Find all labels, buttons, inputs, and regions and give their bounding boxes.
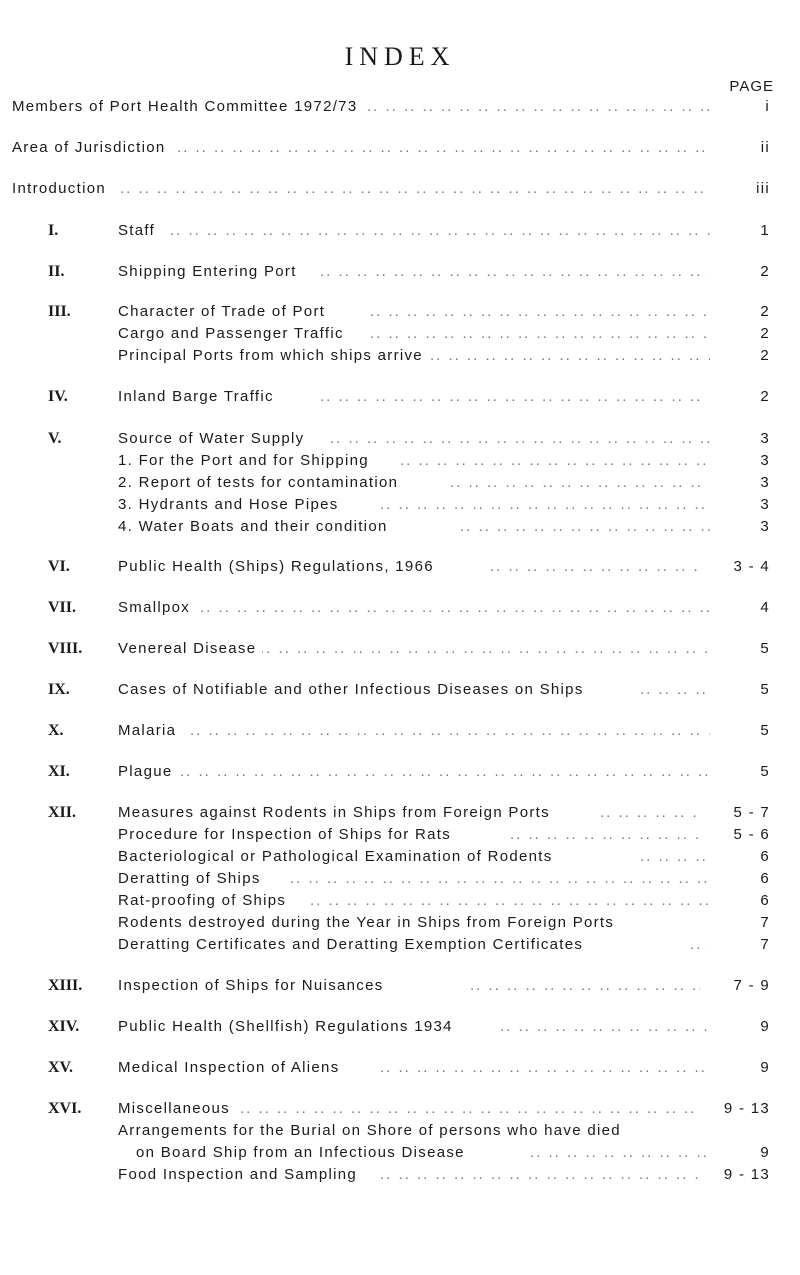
- entry-page: 7 - 9: [700, 977, 770, 994]
- index-entry: [0, 474, 800, 496]
- entry-page: 2: [710, 325, 770, 342]
- entry-page: 3: [710, 496, 770, 513]
- entry-page: 3: [710, 452, 770, 469]
- leader-dots: [330, 430, 740, 447]
- entry-label: Cargo and Passenger Traffic: [118, 325, 350, 342]
- entry-label: Public Health (Shellfish) Regulations 1934: [118, 1018, 459, 1035]
- index-entry: [0, 496, 800, 518]
- entry-label: 2. Report of tests for contamination: [118, 474, 404, 491]
- entry-page: 5 - 6: [700, 826, 770, 843]
- entry-page: 3: [710, 518, 770, 535]
- index-entry: [0, 430, 800, 452]
- entry-page: 9: [710, 1018, 770, 1035]
- index-entry: [0, 763, 800, 785]
- section-numeral: XIV.: [48, 1018, 80, 1035]
- leader-dots: [450, 474, 740, 491]
- entry-page: 9: [710, 1144, 770, 1161]
- leader-dots: [430, 347, 740, 364]
- section-numeral: III.: [48, 303, 71, 320]
- index-entry: [0, 452, 800, 474]
- index-entry: [0, 325, 800, 347]
- section-numeral: XIII.: [48, 977, 83, 994]
- entry-label: Inland Barge Traffic: [118, 388, 280, 405]
- entry-label: Bacteriological or Pathological Examination of Rodents: [118, 848, 559, 865]
- leader-dots: [330, 98, 740, 115]
- entry-page: 2: [710, 263, 770, 280]
- section-numeral: IV.: [48, 388, 68, 405]
- entry-page: 3 - 4: [700, 558, 770, 575]
- index-entry: [0, 263, 800, 285]
- entry-label: 1. For the Port and for Shipping: [118, 452, 375, 469]
- entry-page: 7: [710, 936, 770, 953]
- index-entry: [0, 848, 800, 870]
- index-entry: [0, 914, 800, 936]
- entry-label: Members of Port Health Committee 1972/73: [12, 98, 363, 115]
- leader-dots: [170, 222, 740, 239]
- entry-label: Smallpox: [118, 599, 196, 616]
- entry-label: 4. Water Boats and their condition: [118, 518, 394, 535]
- leader-dots: [200, 599, 740, 616]
- index-entry: [0, 222, 800, 244]
- entry-page: iii: [710, 180, 770, 197]
- leader-dots: [320, 388, 740, 405]
- entry-label: Miscellaneous: [118, 1100, 236, 1117]
- index-entry: [0, 826, 800, 848]
- leader-dots: [260, 640, 740, 657]
- entry-label: Procedure for Inspection of Ships for Rats: [118, 826, 457, 843]
- leader-dots: [380, 1059, 740, 1076]
- leader-dots: [290, 870, 740, 887]
- leader-dots: [310, 892, 740, 909]
- entry-label: Staff: [118, 222, 161, 239]
- entry-page: 5: [710, 722, 770, 739]
- index-entry: [0, 1018, 800, 1040]
- entry-label: Introduction: [12, 180, 112, 197]
- index-entry: [0, 1100, 800, 1122]
- entry-page: 6: [710, 848, 770, 865]
- index-entry: [0, 977, 800, 999]
- leader-dots: [180, 763, 740, 780]
- entry-label: Shipping Entering Port: [118, 263, 303, 280]
- index-entry: [0, 1144, 800, 1166]
- index-entry: [0, 388, 800, 410]
- index-entry: [0, 139, 800, 161]
- leader-dots: [380, 496, 740, 513]
- entry-page: 3: [710, 474, 770, 491]
- section-numeral: V.: [48, 430, 62, 447]
- entry-page: 5: [710, 640, 770, 657]
- entry-page: 2: [710, 388, 770, 405]
- index-entry: [0, 804, 800, 826]
- index-entry: [0, 303, 800, 325]
- leader-dots: [370, 303, 740, 320]
- entry-label: Venereal Disease: [118, 640, 262, 657]
- index-entry: [0, 681, 800, 703]
- page-title: INDEX: [344, 42, 456, 71]
- entry-label: Plague: [118, 763, 179, 780]
- index-entry: [0, 180, 800, 202]
- entry-label: Inspection of Ships for Nuisances: [118, 977, 390, 994]
- entry-label: Measures against Rodents in Ships from Foreign Ports: [118, 804, 556, 821]
- entry-page: 4: [710, 599, 770, 616]
- index-entry: [0, 870, 800, 892]
- section-numeral: X.: [48, 722, 64, 739]
- section-numeral: XV.: [48, 1059, 74, 1076]
- leader-dots: [190, 722, 740, 739]
- entry-label: Arrangements for the Burial on Shore of persons who have died: [118, 1122, 627, 1139]
- leader-dots: [240, 1100, 740, 1117]
- index-entry: [0, 599, 800, 621]
- entry-page: 3: [710, 430, 770, 447]
- entry-page: 6: [710, 892, 770, 909]
- section-numeral: IX.: [48, 681, 70, 698]
- entry-label: Principal Ports from which ships arrive: [118, 347, 429, 364]
- entry-page: 5: [710, 681, 770, 698]
- index-entry: [0, 936, 800, 958]
- section-numeral: VII.: [48, 599, 77, 616]
- index-entry: [0, 1059, 800, 1081]
- entry-page: 1: [710, 222, 770, 239]
- entry-label: Medical Inspection of Aliens: [118, 1059, 346, 1076]
- leader-dots: [530, 1144, 740, 1161]
- entry-label: Area of Jurisdiction: [12, 139, 172, 156]
- page-column-header: PAGE: [729, 78, 774, 95]
- entry-label: Source of Water Supply: [118, 430, 310, 447]
- leader-dots: [370, 325, 740, 342]
- index-entry: [0, 892, 800, 914]
- entry-label: Cases of Notifiable and other Infectious Diseases on Ships: [118, 681, 590, 698]
- entry-label: Rodents destroyed during the Year in Ships from Foreign Ports: [118, 914, 620, 931]
- leader-dots: [500, 1018, 740, 1035]
- entry-label: Deratting of Ships: [118, 870, 267, 887]
- section-numeral: XII.: [48, 804, 77, 821]
- entry-label: Malaria: [118, 722, 182, 739]
- entry-page: 5: [710, 763, 770, 780]
- section-numeral: VI.: [48, 558, 70, 575]
- leader-dots: [400, 452, 740, 469]
- leader-dots: [320, 263, 740, 280]
- entry-page: 9 - 13: [700, 1100, 770, 1117]
- section-numeral: XVI.: [48, 1100, 82, 1117]
- leader-dots: [380, 1166, 740, 1183]
- entry-page: ii: [710, 139, 770, 156]
- index-entry: [0, 558, 800, 580]
- leader-dots: [460, 518, 740, 535]
- entry-page: 2: [710, 347, 770, 364]
- entry-page: 9 - 13: [700, 1166, 770, 1183]
- entry-label: 3. Hydrants and Hose Pipes: [118, 496, 345, 513]
- index-entry: [0, 518, 800, 540]
- index-entry: [0, 1166, 800, 1188]
- leader-dots: [140, 139, 740, 156]
- section-numeral: XI.: [48, 763, 70, 780]
- index-entry: [0, 1122, 800, 1144]
- index-entry: [0, 722, 800, 744]
- entry-page: i: [710, 98, 770, 115]
- entry-label: Deratting Certificates and Deratting Exemption Certificates: [118, 936, 589, 953]
- entry-label: Character of Trade of Port: [118, 303, 331, 320]
- entry-page: 5 - 7: [700, 804, 770, 821]
- index-entry: [0, 98, 800, 120]
- entry-label: Rat-proofing of Ships: [118, 892, 292, 909]
- entry-label: Public Health (Ships) Regulations, 1966: [118, 558, 440, 575]
- entry-page: 6: [710, 870, 770, 887]
- entry-page: 7: [710, 914, 770, 931]
- index-entry: [0, 640, 800, 662]
- entry-page: 2: [710, 303, 770, 320]
- index-entry: [0, 347, 800, 369]
- section-numeral: II.: [48, 263, 65, 280]
- entry-label: Food Inspection and Sampling: [118, 1166, 363, 1183]
- entry-page: 9: [710, 1059, 770, 1076]
- leader-dots: [120, 180, 740, 197]
- entry-label: on Board Ship from an Infectious Disease: [136, 1144, 471, 1161]
- section-numeral: I.: [48, 222, 59, 239]
- section-numeral: VIII.: [48, 640, 83, 657]
